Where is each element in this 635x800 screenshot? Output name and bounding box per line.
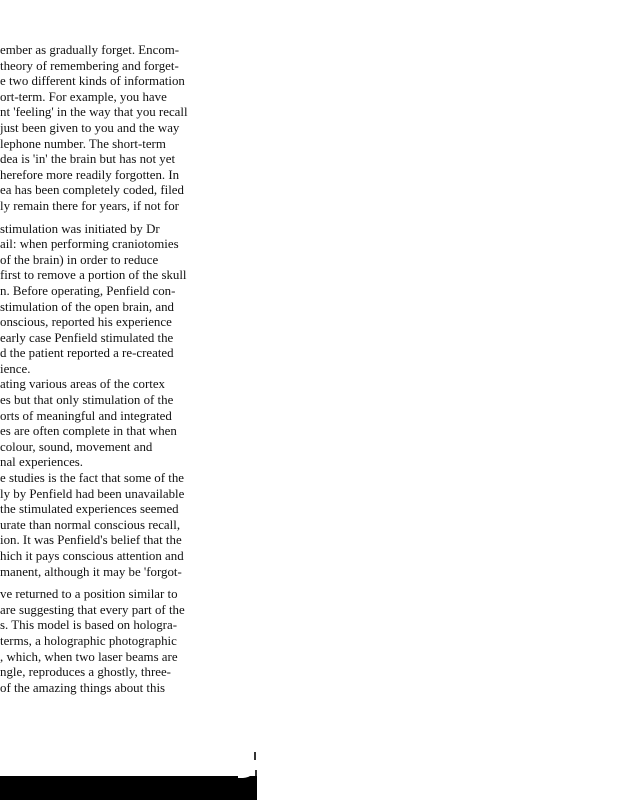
text-line: just been given to you and the way (0, 120, 180, 135)
text-line: early case Penfield stimulated the (0, 330, 174, 345)
page-edge-mark (254, 752, 256, 760)
text-line: orts of meaningful and integrated (0, 408, 172, 423)
scan-bottom-shadow (0, 776, 257, 800)
text-line: dea is 'in' the brain but has not yet (0, 152, 176, 167)
text-line: ating various areas of the cortex (0, 377, 166, 392)
text-line: e two different kinds of information (0, 74, 185, 89)
text-line: hich it pays conscious attention and (0, 549, 184, 563)
paragraph-spacer (0, 215, 200, 222)
text-line: ly by Penfield had been unavailable (0, 486, 185, 501)
paragraph-holographic-model (0, 587, 200, 696)
text-line: d the patient reported a re-created (0, 346, 174, 361)
text-line: ience. (0, 361, 31, 376)
text-line: manent, although it may be 'forgot- (0, 564, 182, 579)
text-line: n. Before operating, Penfield con- (0, 283, 176, 298)
text-line: e studies is the fact that some of the (0, 471, 184, 486)
paragraph-spacer (0, 580, 200, 587)
text-line: nal experiences. (0, 455, 84, 470)
text-line: urate than normal conscious recall, (0, 517, 181, 532)
text-line: ly remain there for years, if not for (0, 198, 179, 213)
text-line: es are often complete in that when (0, 424, 177, 439)
text-line: are suggesting that every part of the (0, 602, 185, 617)
page-edge-mark (255, 770, 257, 776)
text-line: the stimulated experiences seemed (0, 502, 179, 517)
text-line: colour, sound, movement and (0, 439, 153, 454)
text-line: ngle, reproduces a ghostly, three- (0, 665, 171, 680)
text-line: ea has been completely coded, filed (0, 183, 184, 198)
text-line: onscious, reported his experience (0, 315, 172, 330)
text-line: ve returned to a position similar to (0, 587, 178, 602)
paragraph-penfield-stimulation (0, 222, 200, 581)
text-line: lephone number. The short-term (0, 136, 166, 151)
text-line: ion. It was Penfield's belief that the (0, 533, 182, 548)
text-line: stimulation was initiated by Dr (0, 221, 160, 236)
body-text-column (0, 43, 200, 696)
text-line: , which, when two laser beams are (0, 649, 178, 664)
text-line: terms, a holographic photographic (0, 633, 177, 648)
text-line: nt 'feeling' in the way that you recall (0, 105, 188, 120)
text-line: herefore more readily forgotten. In (0, 167, 180, 182)
text-line: ort-term. For example, you have (0, 89, 167, 104)
text-line: ail: when performing craniotomies (0, 237, 179, 252)
text-line: es but that only stimulation of the (0, 393, 174, 408)
text-line: of the amazing things about this (0, 680, 166, 695)
text-line: ember as gradually forget. Encom- (0, 43, 180, 57)
text-line: theory of remembering and forget- (0, 58, 179, 73)
text-line: of the brain) in order to reduce (0, 252, 159, 267)
text-line: s. This model is based on hologra- (0, 618, 177, 633)
text-line: first to remove a portion of the skull (0, 268, 187, 283)
paragraph-remembering (0, 43, 200, 215)
text-line: stimulation of the open brain, and (0, 299, 174, 314)
